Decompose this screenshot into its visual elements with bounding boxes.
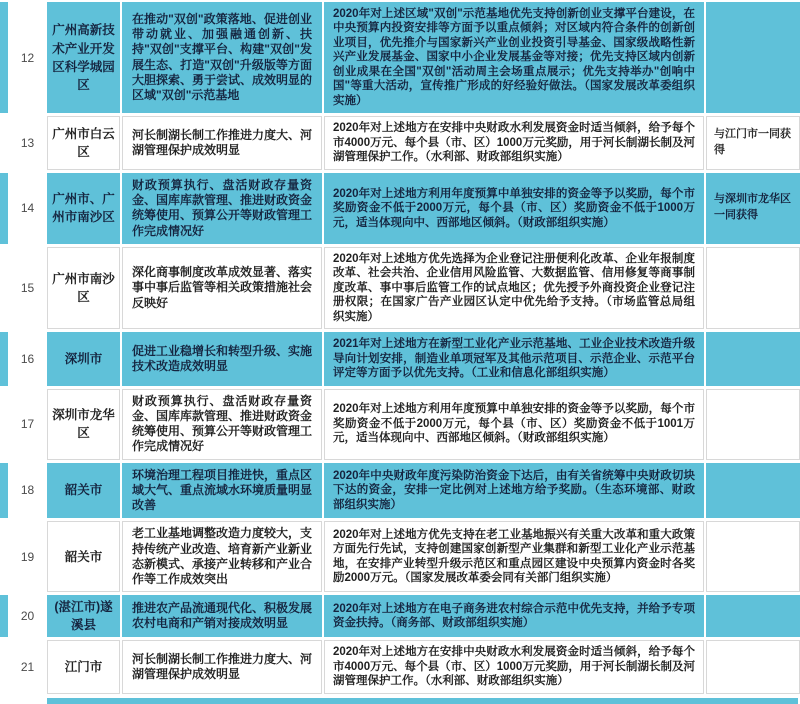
note-cell: 与深圳市龙华区一同获得 <box>706 173 800 244</box>
region-cell: 韶关市 <box>47 521 120 592</box>
policy-cell: 2020年对上述区域"双创"示范基地优先支持创新创业支撑平台建设，在中央预算内投资安排等方面予以重点倾斜；对区域内符合条件的创新创业项目，优先推介与国家新兴产业创业投资引导基金、国家级战略性新兴产业发展基金、国家中小企业发展基金等对接；优先支持区域内创新创业成果在全国"双创"活动周主会场重点展示；优先支持举办"创响中国"等重大活动，宣传推广形成的好经验好做法。（国家发展改革委组织实施） <box>324 2 704 113</box>
row-index: 13 <box>10 116 45 169</box>
region-cell: 广州市、广州市南沙区 <box>47 173 120 244</box>
table-row <box>0 640 800 693</box>
policy-cell: 2020年对上述地方在安排中央财政水利发展资金时适当倾斜，给予每个市4000万元、每个县（市、区）1000万元奖励，用于河长制湖长制及河湖管理保护工作。（水利部、财政部组织实施） <box>324 640 704 693</box>
table-row <box>0 595 800 637</box>
achievement-cell: 财政预算执行、盘活财政存量资金、国库库款管理、推进财政资金统筹使用、预算公开等财政管理工作完成情况好 <box>122 389 322 460</box>
note-cell <box>706 463 800 519</box>
policy-cell: 2020年对上述地方利用年度预算中单独安排的资金等予以奖励，每个市奖励资金不低于2000万元，每个县（市、区）奖励资金不低于1000万元，适当体现向中、西部地区倾斜。（财政部组织实施） <box>324 173 704 244</box>
table-row <box>0 247 800 329</box>
achievement-cell: 环境治理工程项目推进快，重点区域大气、重点流域水环境质量明显改善 <box>122 463 322 519</box>
row-index: 16 <box>10 332 45 385</box>
row-color-strip <box>0 640 8 693</box>
achievement-cell: 河长制湖长制工作推进力度大、河湖管理保护成效明显 <box>122 116 322 169</box>
note-cell <box>706 2 800 113</box>
table-row <box>0 2 800 113</box>
policy-cell: 2020年对上述地方利用年度预算中单独安排的资金等予以奖励，每个市奖励资金不低于2000万元，每个县（市、区）奖励资金不低于1001万元，适当体现向中、西部地区倾斜。（财政部组织实施） <box>324 389 704 460</box>
achievement-cell: 深化商事制度改革成效显著、落实事中事后监管等相关政策措施社会反映好 <box>122 247 322 329</box>
region-cell: 江门市 <box>47 640 120 693</box>
row-color-strip <box>0 247 8 329</box>
policy-cell: 2020年对上述地方优先选择为企业登记注册便利化改革、企业年报制度改革、社会共治、企业信用风险监管、大数据监管、信用修复等商事制度改革、事中事后监管工作的试点地区；优先授予外商投资企业登记注册权限；在国家广告产业园区认定中优先给予支持。（市场监管总局组织实施） <box>324 247 704 329</box>
row-color-strip <box>0 521 8 592</box>
row-index: 17 <box>10 389 45 460</box>
row-index: 20 <box>10 595 45 637</box>
table-row <box>0 389 800 460</box>
note-cell <box>706 640 800 693</box>
region-cell: 韶关市 <box>47 463 120 519</box>
achievement-cell: 河长制湖长制工作推进力度大、河湖管理保护成效明显 <box>122 640 322 693</box>
row-index: 12 <box>10 2 45 113</box>
row-index: 15 <box>10 247 45 329</box>
row-color-strip <box>0 173 8 244</box>
policy-cell: 2020年中央财政年度污染防治资金下达后，由有关省统筹中央财政切块下达的资金，安排一定比例对上述地方给予奖励。（生态环境部、财政部组织实施） <box>324 463 704 519</box>
note-cell <box>706 595 800 637</box>
note-cell <box>706 521 800 592</box>
note-cell <box>706 332 800 385</box>
next-row-edge <box>47 698 798 704</box>
achievement-cell: 推进农产品流通现代化、积极发展农村电商和产销对接成效明显 <box>122 595 322 637</box>
policy-cell: 2020年对上述地方在电子商务进农村综合示范中优先支持，并给予专项资金扶持。（商务部、财政部组织实施） <box>324 595 704 637</box>
row-index: 14 <box>10 173 45 244</box>
policy-cell: 2020年对上述地方在安排中央财政水利发展资金时适当倾斜，给予每个市4000万元、每个县（市、区）1000万元奖励，用于河长制湖长制及河湖管理保护工作。（水利部、财政部组织实施） <box>324 116 704 169</box>
region-cell: 深圳市 <box>47 332 120 385</box>
row-color-strip <box>0 595 8 637</box>
region-cell: 广州市南沙区 <box>47 247 120 329</box>
table-row <box>0 463 800 519</box>
row-color-strip <box>0 116 8 169</box>
row-index: 18 <box>10 463 45 519</box>
achievement-cell: 财政预算执行、盘活财政存量资金、国库库款管理、推进财政资金统筹使用、预算公开等财政管理工作完成情况好 <box>122 173 322 244</box>
row-index: 21 <box>10 640 45 693</box>
region-cell: 广州高新技术产业开发区科学城园区 <box>47 2 120 113</box>
row-color-strip <box>0 2 8 113</box>
table-row <box>0 332 800 385</box>
note-cell: 与江门市一同获得 <box>706 116 800 169</box>
row-color-strip <box>0 389 8 460</box>
note-cell <box>706 389 800 460</box>
region-cell: 深圳市龙华区 <box>47 389 120 460</box>
row-index: 19 <box>10 521 45 592</box>
achievement-cell: 促进工业稳增长和转型升级、实施技术改造成效明显 <box>122 332 322 385</box>
row-color-strip <box>0 332 8 385</box>
note-cell <box>706 247 800 329</box>
table-row <box>0 521 800 592</box>
region-cell: 广州市白云区 <box>47 116 120 169</box>
achievement-cell: 在推动"双创"政策落地、促进创业带动就业、加强融通创新、扶持"双创"支撑平台、构建"双创"发展生态、打造"双创"升级版等方面大胆探索、勇于尝试、成效明显的区域"双创"示范基地 <box>122 2 322 113</box>
achievement-cell: 老工业基地调整改造力度较大，支持传统产业改造、培育新产业新业态新模式、承接产业转移和产业合作等工作成效突出 <box>122 521 322 592</box>
policy-cell: 2021年对上述地方在新型工业化产业示范基地、工业企业技术改造升级导向计划安排，制造业单项冠军及其他示范项目、示范企业、示范平台评定等方面予以优先支持。（工业和信息化部组织实施） <box>324 332 704 385</box>
table-row <box>0 173 800 244</box>
policy-cell: 2020年对上述地方优先支持在老工业基地振兴有关重大改革和重大政策方面先行先试，支持创建国家创新型产业集群和新型工业化产业示范基地，在安排产业转型升级示范区和重点园区建设中央预算内资金时各奖励2000万元。（国家发展改革委会同有关部门组织实施） <box>324 521 704 592</box>
row-color-strip <box>0 463 8 519</box>
region-cell: (湛江市)遂溪县 <box>47 595 120 637</box>
table-row <box>0 116 800 169</box>
